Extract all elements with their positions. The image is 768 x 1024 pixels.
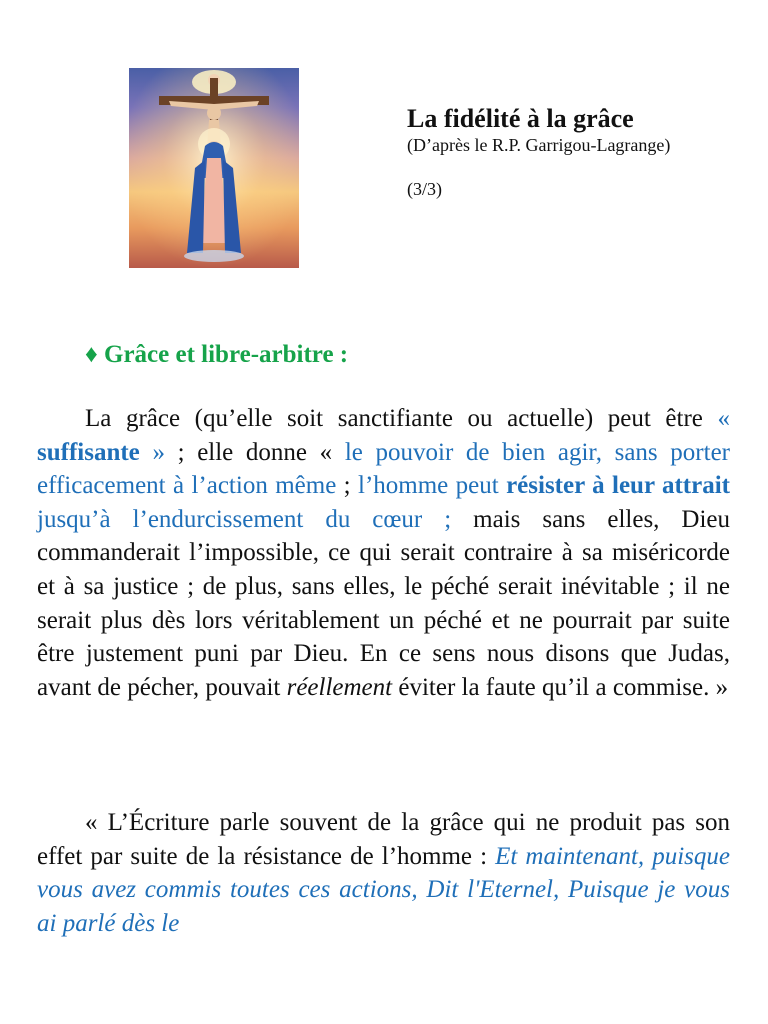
paragraph-2	[37, 806, 730, 940]
document-subtitle: (D’après le R.P. Garrigou-Lagrange)	[407, 135, 671, 155]
p1-reellement: réellement	[286, 673, 393, 701]
p1-text-1: La grâce (qu’elle soit sanctifiante ou actuelle) peut être	[85, 405, 718, 432]
document-header	[407, 104, 670, 200]
p1-quote-homme: l’homme peut	[358, 472, 507, 500]
p1-quote-endurcissement: jusqu’à l’endurcissement du cœur ;	[37, 505, 452, 533]
p2-scripture-quote: Et maintenant, puisque vous avez commis toutes ces actions, Dit l'Eternel, Puisque je vous ai parlé dès le	[37, 842, 730, 937]
part-indicator: (3/3)	[407, 179, 442, 199]
document-title: La fidélité à la grâce	[407, 104, 634, 133]
p1-quote-open: «	[717, 405, 730, 432]
p1-quote-close: »	[139, 438, 165, 466]
p1-suffisante: suffisante	[37, 438, 140, 466]
p1-text-5: éviter la faute qu’il a commise. »	[392, 673, 729, 701]
p1-text-4: mais sans elles, Dieu commanderait l’impossible, ce qui serait contraire à sa miséricorde et à sa justice ; de plus, sans elles, le péché serait inévitable ; il ne serait plus dès lors véritablement un péché et ne pourrait par suite être justement puni par Dieu. En ce sens nous disons que Judas, avant de pécher, pouvait	[37, 505, 731, 701]
religious-illustration	[129, 68, 299, 268]
paragraph-1	[37, 402, 730, 704]
p1-text-2: ; elle donne «	[164, 438, 345, 466]
p1-text-3: ;	[336, 472, 359, 500]
section-heading: ♦ Grâce et libre-arbitre :	[85, 341, 349, 368]
p1-quote-pouvoir: le pouvoir de bien agir, sans porter efficacement à l’action même	[37, 438, 730, 500]
p1-resister: résister à leur attrait	[506, 472, 730, 500]
p2-text-1: « L’Écriture parle souvent de la grâce qui ne produit pas son effet par suite de la résistance de l’homme :	[37, 809, 730, 870]
